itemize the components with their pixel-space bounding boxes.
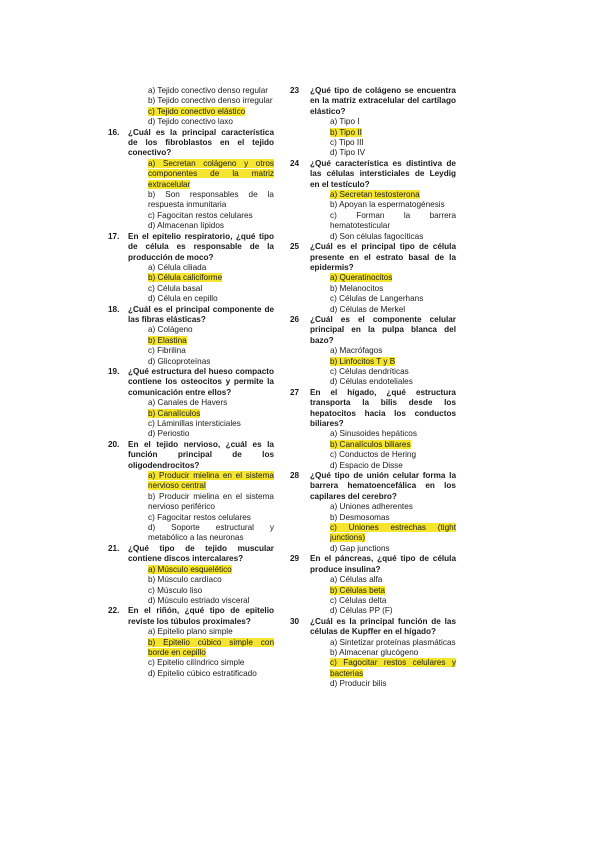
question-number: 18. bbox=[108, 304, 120, 314]
answer-option bbox=[148, 96, 274, 106]
question-stem: ¿Cuál es el principal tipo de célula presente en el estrato basal de la epidermis? bbox=[310, 242, 456, 272]
answer-option bbox=[330, 305, 456, 315]
question-stem: ¿Qué tipo de tejido muscular contiene discos intercalares? bbox=[128, 543, 274, 564]
answer-option-text: c) Láminillas intersticiales bbox=[148, 419, 241, 428]
answer-option bbox=[148, 357, 274, 367]
answer-option-highlighted bbox=[148, 565, 274, 575]
answer-option-highlighted bbox=[148, 638, 274, 659]
question-number: 22. bbox=[108, 606, 120, 616]
question-stem: ¿Qué tipo de unión celular forma la barrera hematoencefálica en los capilares del cerebro? bbox=[310, 471, 456, 501]
question-stem: ¿Qué estructura del hueso compacto contiene los osteocitos y permite la comunicación entre ellos? bbox=[128, 366, 274, 397]
answer-option bbox=[330, 200, 456, 210]
answer-option bbox=[148, 596, 274, 606]
answer-option-text: b) Almacenar glucógeno bbox=[330, 647, 419, 657]
question-stem: ¿Cuál es la principal función de las células de Kupffer en el hígado? bbox=[310, 616, 456, 637]
answer-option-text: b) Linfocitos T y B bbox=[330, 356, 396, 366]
answer-option bbox=[148, 294, 274, 304]
answer-option bbox=[330, 513, 456, 523]
answer-option bbox=[148, 492, 274, 513]
answer-option-text: d) Célula en cepillo bbox=[148, 294, 218, 304]
question-block bbox=[108, 86, 274, 128]
answer-option-text: a) Canales de Havers bbox=[148, 398, 228, 408]
question-block bbox=[108, 544, 274, 606]
answer-option-text: c) Conductos de Hering bbox=[330, 450, 417, 460]
answer-option bbox=[148, 86, 274, 96]
answer-option-text: d) Producir bilis bbox=[330, 679, 387, 689]
answer-option bbox=[330, 284, 456, 294]
answer-option-highlighted bbox=[330, 357, 456, 367]
question-stem: En el epitelio respiratorio, ¿qué tipo de célula es responsable de la producción de moco? bbox=[128, 231, 274, 262]
answer-option-text: d) Células endoteliales bbox=[330, 377, 413, 387]
answer-options bbox=[310, 502, 456, 554]
answer-option-text: a) Colágeno bbox=[148, 325, 193, 335]
answer-option bbox=[330, 148, 456, 158]
answer-option-highlighted bbox=[330, 586, 456, 596]
answer-option-text: c) Fagocitar restos celulares bbox=[148, 512, 251, 522]
answer-option-text: b) Células beta bbox=[330, 585, 386, 595]
question-block bbox=[290, 242, 456, 315]
answer-options bbox=[310, 346, 456, 388]
answer-option bbox=[330, 502, 456, 512]
question-block bbox=[290, 554, 456, 616]
answer-option-text: a) Sinusoides hepáticos bbox=[330, 429, 417, 439]
answer-option-text: a) Células alfa bbox=[330, 575, 383, 585]
answer-option-text: b) Epitelio cúbico simple con borde en cepillo bbox=[148, 637, 274, 657]
question-number: 16. bbox=[108, 127, 120, 137]
question-block bbox=[108, 128, 274, 232]
answer-option bbox=[148, 429, 274, 439]
answer-option-text: d) Almacenan lípidos bbox=[148, 221, 225, 231]
answer-option-highlighted bbox=[330, 523, 456, 544]
answer-option-text: a) Tejido conectivo denso regular bbox=[148, 86, 269, 95]
answer-option-text: d) Células PP (F) bbox=[330, 606, 393, 616]
answer-options bbox=[128, 159, 274, 232]
answer-option-text: b) Célula caliciforme bbox=[148, 273, 223, 283]
answer-option-text: b) Canalículos biliares bbox=[330, 439, 411, 449]
answer-option-text: d) Gap junctions bbox=[330, 543, 390, 553]
answer-options bbox=[128, 471, 274, 544]
question-number: 23 bbox=[290, 86, 300, 95]
answer-option-text: b) Producir mielina en el sistema nervioso periférico bbox=[148, 491, 274, 512]
answer-option-highlighted bbox=[330, 658, 456, 679]
question-block bbox=[290, 315, 456, 388]
question-number: 17. bbox=[108, 231, 120, 241]
answer-options bbox=[310, 638, 456, 690]
answer-option-text: c) Uniones estrechas (tight junctions) bbox=[330, 523, 456, 543]
answer-options bbox=[310, 429, 456, 471]
answer-option bbox=[330, 461, 456, 471]
answer-option bbox=[148, 346, 274, 356]
answer-option-text: b) Desmosomas bbox=[330, 512, 390, 522]
answer-option-text: c) Forman la barrera hematotesticular bbox=[330, 210, 456, 231]
answer-option-highlighted bbox=[330, 273, 456, 283]
question-stem: ¿Cuál es el componente celular principal en la pulpa blanca del bazo? bbox=[310, 314, 456, 345]
answer-option bbox=[330, 294, 456, 304]
question-block bbox=[108, 367, 274, 440]
answer-option-text: a) Tipo I bbox=[330, 117, 360, 127]
answer-option-text: d) Epitelio cúbico estratificado bbox=[148, 668, 257, 678]
question-block bbox=[290, 471, 456, 554]
question-stem: ¿Cuál es el principal componente de las fibras elásticas? bbox=[128, 304, 274, 324]
answer-option-text: b) Tipo II bbox=[330, 127, 362, 137]
answer-option bbox=[148, 658, 274, 668]
answer-option bbox=[148, 419, 274, 429]
answer-option-text: d) Músculo estriado visceral bbox=[148, 595, 250, 605]
question-block bbox=[290, 86, 456, 159]
answer-option-text: a) Epitelio plano simple bbox=[148, 627, 233, 637]
answer-option-text: c) Fibrilina bbox=[148, 346, 186, 356]
question-number: 28 bbox=[290, 471, 300, 481]
answer-option bbox=[148, 513, 274, 523]
answer-option bbox=[330, 346, 456, 356]
answer-option-text: d) Soporte estructural y metabólico a las neuronas bbox=[148, 523, 274, 543]
answer-option-text: a) Célula ciliada bbox=[148, 262, 207, 272]
question-number: 26 bbox=[290, 314, 300, 324]
question-stem: ¿Qué tipo de colágeno se encuentra en la matriz extracelular del cartílago elástico? bbox=[310, 86, 456, 116]
answer-option bbox=[330, 575, 456, 585]
answer-option bbox=[148, 190, 274, 211]
answer-option bbox=[148, 221, 274, 231]
question-number: 24 bbox=[290, 158, 300, 168]
answer-option bbox=[148, 263, 274, 273]
question-stem: En el páncreas, ¿qué tipo de célula produce insulina? bbox=[310, 554, 456, 574]
answer-option bbox=[148, 586, 274, 596]
answer-option-text: b) Son responsables de la respuesta inmunitaria bbox=[148, 190, 274, 210]
answer-option-text: c) Células de Langerhans bbox=[330, 294, 424, 304]
question-number: 27 bbox=[290, 387, 300, 397]
question-block bbox=[290, 388, 456, 471]
question-stem: En el tejido nervioso, ¿cuál es la función principal de los oligodendrocitos? bbox=[128, 439, 274, 470]
answer-option-text: b) Músculo cardíaco bbox=[148, 575, 222, 585]
answer-option-text: b) Canalículos bbox=[148, 408, 201, 418]
answer-option-text: d) Células de Merkel bbox=[330, 304, 406, 314]
answer-option-text: b) Melanocitos bbox=[330, 283, 384, 293]
answer-option bbox=[330, 450, 456, 460]
answer-option bbox=[330, 429, 456, 439]
answer-option-text: a) Producir mielina en el sistema nervioso central bbox=[148, 471, 274, 491]
answer-options bbox=[128, 86, 274, 128]
answer-option-text: b) Tejido conectivo denso irregular bbox=[148, 96, 273, 106]
right-column bbox=[290, 86, 456, 690]
answer-options bbox=[310, 575, 456, 617]
question-block bbox=[290, 159, 456, 242]
answer-options bbox=[310, 190, 456, 242]
answer-option-text: d) Tejido conectivo laxo bbox=[148, 117, 233, 127]
answer-option-text: c) Tipo III bbox=[330, 138, 364, 148]
answer-option bbox=[330, 377, 456, 387]
answer-option bbox=[148, 284, 274, 294]
answer-option-text: c) Células delta bbox=[330, 595, 387, 605]
question-stem: ¿Cuál es la principal característica de los fibroblastos en el tejido conectivo? bbox=[128, 127, 274, 158]
answer-option-text: d) Espacio de Disse bbox=[330, 460, 403, 470]
answer-option-highlighted bbox=[148, 107, 274, 117]
answer-option-text: c) Fagocitar restos celulares y bacterias bbox=[330, 658, 456, 678]
answer-options bbox=[310, 273, 456, 315]
answer-option-highlighted bbox=[148, 409, 274, 419]
answer-option-text: b) Apoyan la espermatogénesis bbox=[330, 200, 445, 210]
answer-options bbox=[310, 117, 456, 159]
answer-option-text: d) Tipo IV bbox=[330, 148, 366, 158]
answer-option-text: a) Secretan colágeno y otros componentes de la matriz extracelular bbox=[148, 158, 274, 189]
answer-option bbox=[330, 367, 456, 377]
answer-option bbox=[330, 211, 456, 232]
answer-option-text: c) Epitelio cilíndrico simple bbox=[148, 658, 245, 668]
answer-option bbox=[330, 117, 456, 127]
answer-option-highlighted bbox=[148, 336, 274, 346]
question-stem: ¿Qué característica es distintiva de las células intersticiales de Leydig en el testículo? bbox=[310, 158, 456, 189]
answer-option-text: a) Macrófagos bbox=[330, 346, 383, 356]
answer-option bbox=[148, 211, 274, 221]
answer-options bbox=[128, 263, 274, 305]
answer-option-highlighted bbox=[330, 128, 456, 138]
answer-option bbox=[148, 627, 274, 637]
question-block bbox=[108, 305, 274, 367]
answer-option bbox=[330, 638, 456, 648]
answer-option-highlighted bbox=[148, 471, 274, 492]
question-block bbox=[290, 617, 456, 690]
answer-option-highlighted bbox=[148, 159, 274, 190]
answer-option bbox=[330, 138, 456, 148]
answer-option bbox=[148, 117, 274, 127]
answer-option bbox=[330, 596, 456, 606]
answer-option bbox=[148, 325, 274, 335]
answer-option bbox=[148, 523, 274, 544]
answer-option-text: c) Célula basal bbox=[148, 283, 203, 293]
answer-option-text: c) Músculo liso bbox=[148, 585, 203, 595]
answer-option-text: a) Uniones adherentes bbox=[330, 502, 413, 512]
question-number: 25 bbox=[290, 242, 300, 252]
answer-option bbox=[148, 575, 274, 585]
answer-option bbox=[330, 606, 456, 616]
answer-option bbox=[330, 544, 456, 554]
question-number: 20. bbox=[108, 439, 120, 449]
answer-options bbox=[128, 627, 274, 679]
answer-option-text: a) Secretan testosterona bbox=[330, 190, 420, 200]
question-block bbox=[108, 232, 274, 305]
question-stem: En el riñón, ¿qué tipo de epitelio reviste los túbulos proximales? bbox=[128, 606, 274, 626]
answer-option-text: a) Sintetizar proteínas plasmáticas bbox=[330, 637, 456, 647]
left-column bbox=[108, 86, 274, 679]
answer-option-text: a) Músculo esquelético bbox=[148, 564, 232, 574]
answer-option-text: d) Periostio bbox=[148, 429, 190, 439]
answer-option-text: a) Queratinocitos bbox=[330, 273, 393, 283]
answer-option-text: d) Glicoproteínas bbox=[148, 356, 211, 366]
answer-option-highlighted bbox=[330, 190, 456, 200]
answer-option-highlighted bbox=[330, 440, 456, 450]
question-number: 30 bbox=[290, 616, 300, 626]
question-stem: En el hígado, ¿qué estructura transporta la bilis desde los hepatocitos hacia los conductos biliares? bbox=[310, 387, 456, 428]
answer-option bbox=[148, 398, 274, 408]
question-number: 29 bbox=[290, 554, 300, 564]
answer-option-text: d) Son células fagocíticas bbox=[330, 231, 424, 241]
question-number: 21. bbox=[108, 543, 120, 553]
question-block bbox=[108, 440, 274, 544]
answer-option bbox=[148, 669, 274, 679]
answer-options bbox=[128, 398, 274, 440]
answer-options bbox=[128, 565, 274, 607]
answer-option bbox=[330, 232, 456, 242]
answer-option-text: c) Tejido conectivo elástico bbox=[148, 106, 246, 116]
answer-option bbox=[330, 648, 456, 658]
question-number: 19. bbox=[108, 366, 120, 376]
answer-option-text: c) Células dendríticas bbox=[330, 366, 409, 376]
answer-option-text: b) Elastina bbox=[148, 335, 187, 345]
answer-options bbox=[128, 325, 274, 367]
answer-option bbox=[330, 679, 456, 689]
question-block bbox=[108, 606, 274, 679]
answer-option-highlighted bbox=[148, 273, 274, 283]
answer-option-text: c) Fagocitan restos celulares bbox=[148, 210, 253, 220]
